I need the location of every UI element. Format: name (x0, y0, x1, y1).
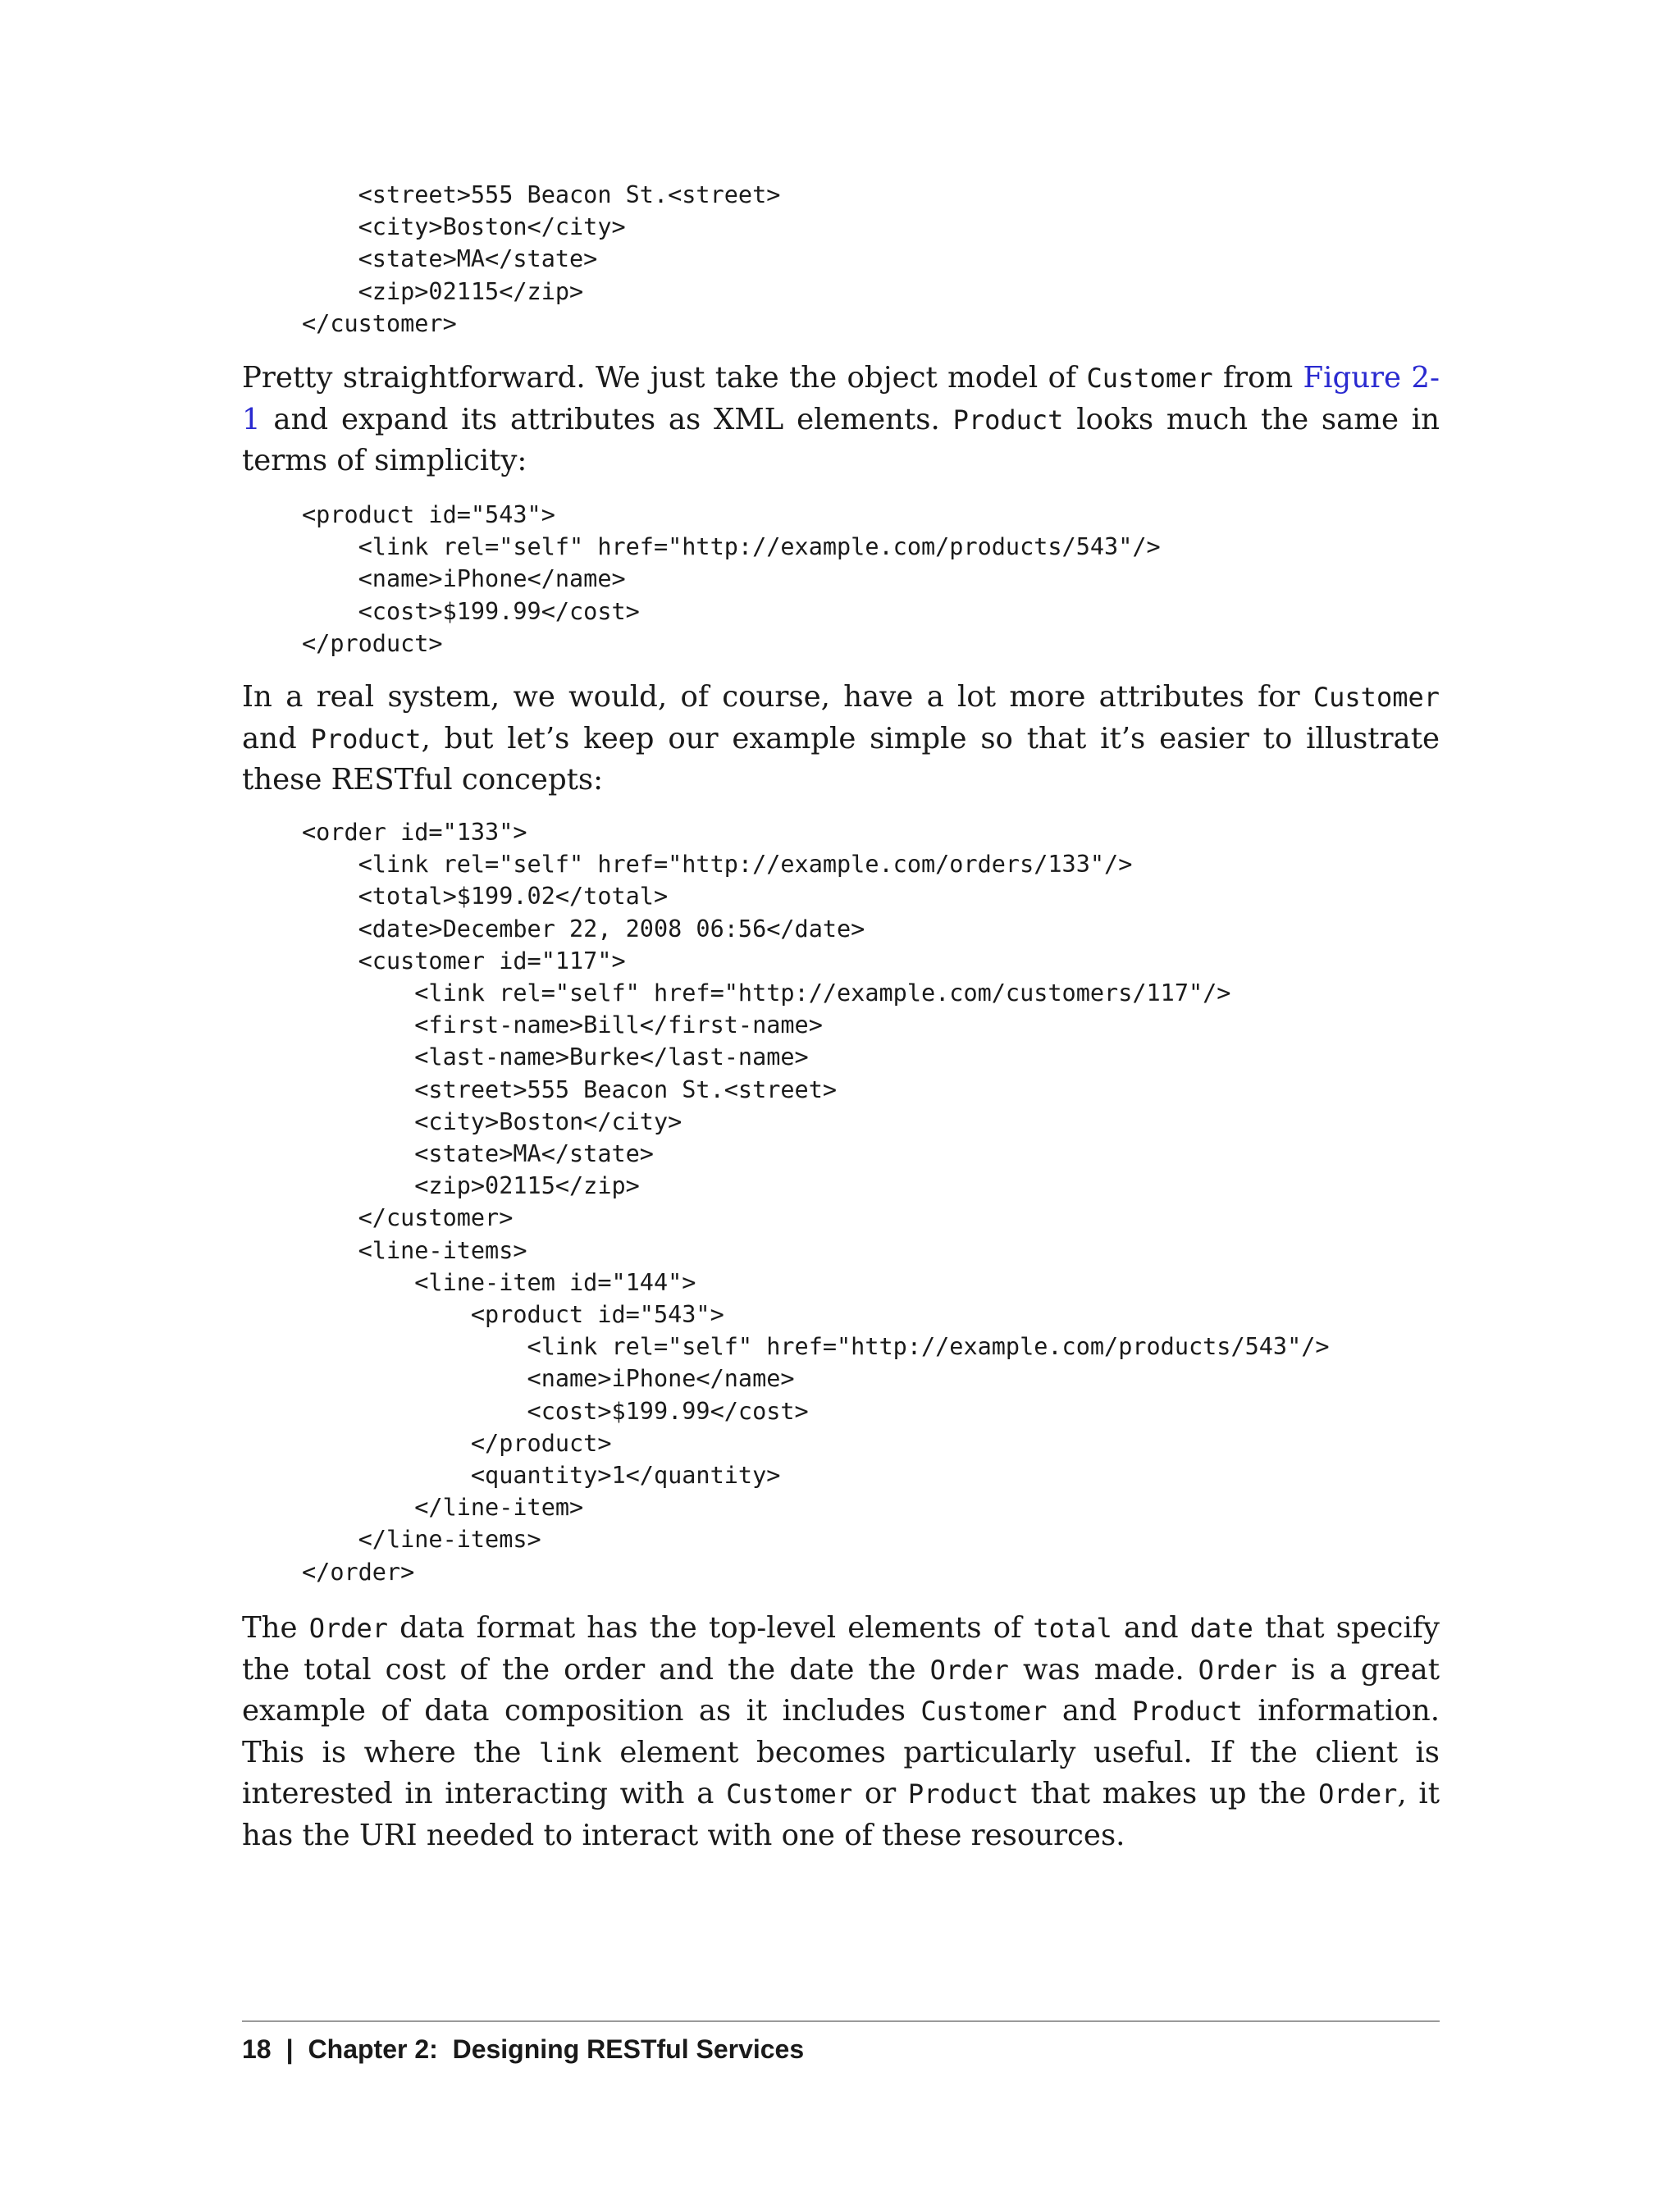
inline-code: Order (1318, 1778, 1398, 1810)
code-block-order (302, 816, 1330, 1588)
footer-divider (242, 2020, 1440, 2022)
code-line: </product> (302, 629, 443, 657)
code-line: <customer id="117"> (302, 947, 626, 975)
code-line: <link rel="self" href="http://example.com/customers/117"/> (302, 979, 1231, 1007)
chapter-title: Chapter 2: Designing RESTful Services (308, 2034, 805, 2064)
footer-separator: | (285, 2034, 294, 2064)
inline-code: Customer (1312, 682, 1440, 713)
inline-code: Product (952, 404, 1064, 436)
figure-link[interactable]: Figure 2-1 (242, 361, 1440, 436)
code-line: <cost>$199.99</cost> (302, 597, 640, 625)
code-line: </line-item> (302, 1494, 584, 1522)
inline-code: Order (929, 1654, 1009, 1686)
code-line: <product id="543"> (302, 1301, 724, 1329)
page-footer (242, 2033, 804, 2066)
paragraph-customer-model: Pretty straightforward. We just take the object model of Customer from Figure 2-1 and expand its attributes as XML elements. Product looks much the same in terms of simplicity: (242, 361, 1440, 477)
code-line: <product id="543"> (302, 501, 555, 528)
inline-code: total (1033, 1613, 1112, 1644)
code-line: <link rel="self" href="http://example.com/products/543"/> (302, 1333, 1330, 1361)
code-line: <zip>02115</zip> (302, 1172, 640, 1200)
inline-code: Product (1132, 1696, 1243, 1727)
code-line: <city>Boston</city> (302, 213, 626, 241)
inline-code: Order (308, 1613, 389, 1644)
inline-code: Customer (726, 1778, 853, 1810)
code-line: <name>iPhone</name> (302, 565, 626, 593)
code-block-product (302, 499, 1161, 660)
code-line: </customer> (302, 309, 457, 337)
code-line: <quantity>1</quantity> (302, 1462, 781, 1490)
code-line: <link rel="self" href="http://example.com/products/543"/> (302, 533, 1161, 561)
page-number: 18 (242, 2034, 272, 2064)
code-line: <zip>02115</zip> (302, 277, 584, 305)
inline-code: link (538, 1737, 602, 1769)
code-line: <order id="133"> (302, 819, 527, 846)
code-line: <street>555 Beacon St.<street> (302, 1075, 838, 1103)
code-line: </line-items> (302, 1526, 541, 1554)
code-line: <first-name>Bill</first-name> (302, 1011, 823, 1039)
code-line: <last-name>Burke</last-name> (302, 1043, 809, 1071)
inline-code: Customer (920, 1696, 1048, 1727)
inline-code: date (1189, 1613, 1253, 1644)
code-block-customer-tail (302, 179, 780, 340)
paragraph-real-system: In a real system, we would, of course, have a lot more attributes for Customer and Product, but let’s keep our example simple so that it’s easier to illustrate these RESTful concepts: (242, 680, 1440, 797)
code-line: <name>iPhone</name> (302, 1365, 795, 1393)
inline-code: Product (907, 1778, 1019, 1810)
code-line: <line-item id="144"> (302, 1268, 696, 1296)
code-line: <link rel="self" href="http://example.com/orders/133"/> (302, 851, 1133, 879)
code-line: <state>MA</state> (302, 1140, 654, 1168)
code-line: <city>Boston</city> (302, 1107, 682, 1135)
code-line: <total>$199.02</total> (302, 883, 669, 911)
code-line: </customer> (302, 1204, 514, 1232)
inline-code: Order (1198, 1654, 1277, 1686)
code-line: </product> (302, 1429, 612, 1457)
inline-code: Customer (1086, 363, 1213, 394)
code-line: <street>555 Beacon St.<street> (302, 181, 781, 208)
code-line: <cost>$199.99</cost> (302, 1397, 809, 1425)
code-line: <date>December 22, 2008 06:56</date> (302, 915, 865, 943)
code-line: <state>MA</state> (302, 245, 598, 273)
paragraph-order-format: The Order data format has the top-level elements of total and date that specify the total cost of the order and the date the Order was made. Order is a great example of data composition as it includes Customer and Product information. This is where the link element becomes particularly useful. If the client is interested in interacting with a Customer or Product that makes up the Order, it has the URI needed to interact with one of these resources. (242, 1611, 1440, 1852)
code-line: <line-items> (302, 1236, 527, 1264)
code-line: </order> (302, 1558, 415, 1586)
inline-code: Product (310, 723, 422, 755)
